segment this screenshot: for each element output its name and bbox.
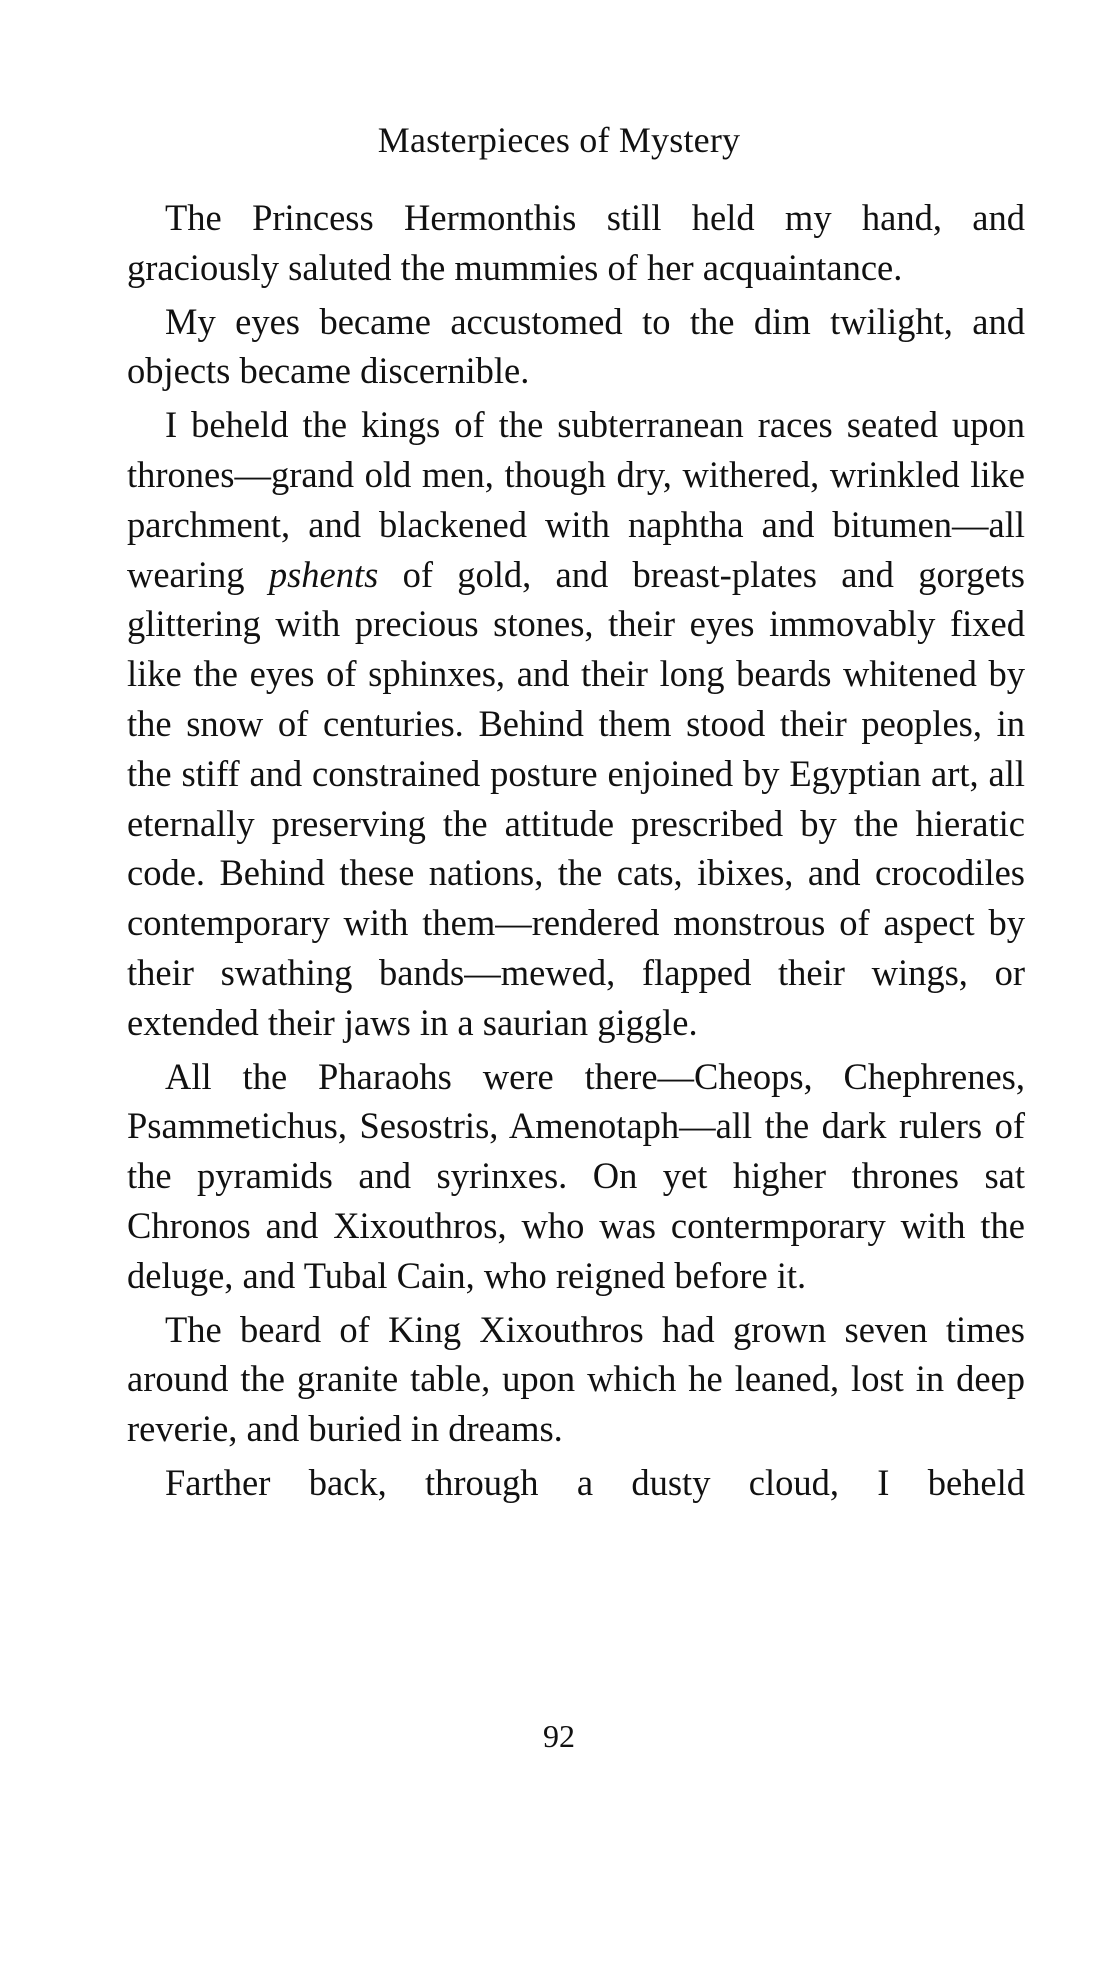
paragraph-5: The beard of King Xixouthros had grown seven times around the granite table, upon which he leaned, lost in deep reverie, and buried in dreams. bbox=[127, 1308, 1025, 1450]
paragraph-4: All the Pharaohs were there—Cheops, Chephrenes, Psammetichus, Sesostris, Amenotaph—all the dark rulers of the pyramids and syrinxes. On yet higher thrones sat Chronos and Xixouthros, who was contermporary with the deluge, and Tubal Cain, who reigned before it. bbox=[127, 1055, 1025, 1296]
page-number: 92 bbox=[543, 1718, 575, 1754]
pshents-italic: pshents bbox=[268, 553, 379, 595]
body-text bbox=[127, 193, 1025, 1512]
paragraph-2: My eyes became accustomed to the dim twilight, and objects became discernible. bbox=[127, 300, 1025, 392]
paragraph-3-text-before: I beheld the kings of the subterranean races seated upon thrones—grand old men, though dry, withered, wrinkled like parchment, and blackened with naphtha and bitumen—all wearing bbox=[127, 404, 1025, 595]
paragraph-1: The Princess Hermonthis still held my hand, and graciously saluted the mummies of her acquaintance. bbox=[127, 197, 1025, 288]
paragraph-3-text-after: of gold, and breast-plates and gorgets glittering with precious stones, their eyes immovably fixed like the eyes of sphinxes, and their long beards whitened by the snow of centuries. Behind them stood their peoples, in the stiff and constrained posture enjoined by Egyptian art, all eternally preserving the attitude prescribed by the hieratic code. Behind these nations, the cats, ibixes, and crocodiles contemporary with them—rendered monstrous of aspect by their swathing bands—mewed, flapped their wings, or extended their jaws in a saurian giggle. bbox=[127, 553, 1025, 1043]
running-head: Masterpieces of Mystery bbox=[377, 120, 741, 160]
paragraph-3 bbox=[127, 400, 1025, 1047]
paragraph-6: Farther back, through a dusty cloud, I beheld bbox=[165, 1461, 1025, 1503]
